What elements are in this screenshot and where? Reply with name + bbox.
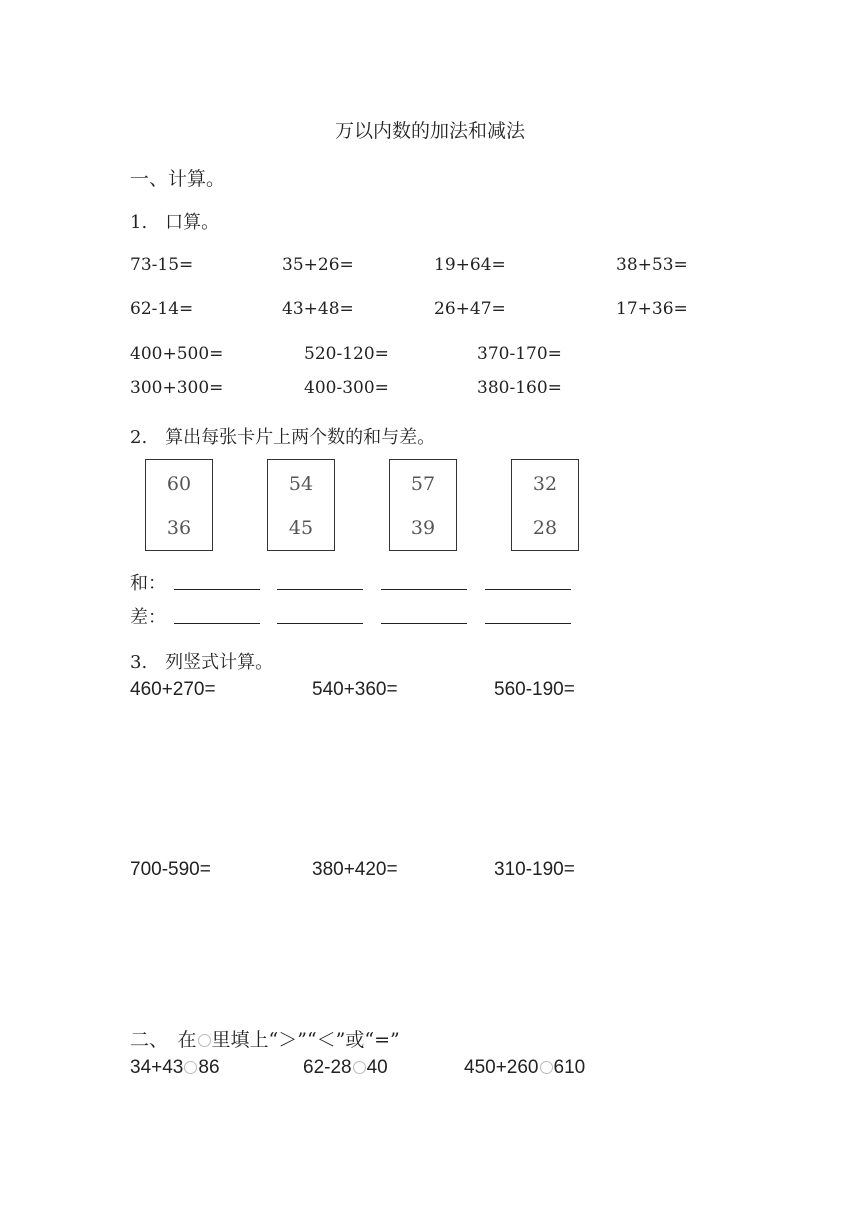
- circle-icon: [198, 1034, 211, 1047]
- compare-left: 34+43: [130, 1057, 184, 1078]
- compare-item: [464, 1057, 585, 1079]
- compare-item: [303, 1057, 388, 1079]
- vertical-calc-item: 310-190=: [494, 859, 575, 880]
- difference-label: 差：: [130, 607, 166, 628]
- vertical-calc-item: 700-590=: [130, 859, 211, 880]
- oral-calc-item: 17+36=: [616, 299, 688, 319]
- compare-item: [130, 1057, 220, 1079]
- question-3-label: 3. 列竖式计算。: [130, 652, 274, 673]
- number-card: [511, 459, 579, 551]
- section-1-heading: 一、计算。: [130, 168, 226, 190]
- oral-calc-item: 400-300=: [304, 378, 389, 398]
- number-card: [389, 459, 457, 551]
- card-top-number: 57: [410, 473, 436, 495]
- vertical-calc-item: 540+360=: [312, 679, 398, 700]
- compare-right: 86: [198, 1057, 220, 1078]
- difference-answer-blank[interactable]: [381, 623, 467, 624]
- card-top-number: 32: [532, 473, 558, 495]
- sum-answer-blank[interactable]: [381, 589, 467, 590]
- sum-answer-blank[interactable]: [485, 589, 571, 590]
- compare-circle-blank[interactable]: [184, 1061, 197, 1074]
- compare-right: 40: [366, 1057, 388, 1078]
- sum-answer-blank[interactable]: [277, 589, 363, 590]
- compare-left: 450+260: [464, 1057, 539, 1078]
- section-2-heading-suffix: 里填上“＞”“＜”或“=”: [211, 1029, 400, 1051]
- oral-calc-item: 19+64=: [434, 255, 506, 275]
- card-top-number: 60: [166, 473, 192, 495]
- question-2-label: 2. 算出每张卡片上两个数的和与差。: [130, 427, 436, 448]
- compare-circle-blank[interactable]: [353, 1061, 366, 1074]
- compare-left: 62-28: [303, 1057, 352, 1078]
- compare-circle-blank[interactable]: [540, 1061, 553, 1074]
- oral-calc-item: 370-170=: [477, 344, 562, 364]
- card-bottom-number: 28: [532, 517, 558, 539]
- oral-calc-item: 35+26=: [282, 255, 354, 275]
- vertical-calc-item: 380+420=: [312, 859, 398, 880]
- section-2-heading-prefix: 二、 在: [130, 1029, 197, 1051]
- oral-calc-item: 520-120=: [304, 344, 389, 364]
- oral-calc-item: 26+47=: [434, 299, 506, 319]
- difference-answer-blank[interactable]: [277, 623, 363, 624]
- section-2-heading: [130, 1025, 400, 1052]
- card-bottom-number: 45: [288, 517, 314, 539]
- compare-right: 610: [553, 1057, 586, 1078]
- sum-answer-blank[interactable]: [174, 589, 260, 590]
- vertical-calc-item: 560-190=: [494, 679, 575, 700]
- card-bottom-number: 36: [166, 517, 192, 539]
- card-top-number: 54: [288, 473, 314, 495]
- oral-calc-item: 73-15=: [130, 255, 194, 275]
- oral-calc-item: 43+48=: [282, 299, 354, 319]
- difference-answer-blank[interactable]: [485, 623, 571, 624]
- oral-calc-item: 62-14=: [130, 299, 194, 319]
- oral-calc-item: 300+300=: [130, 378, 224, 398]
- number-card: [145, 459, 213, 551]
- oral-calc-item: 400+500=: [130, 344, 224, 364]
- question-1-label: 1. 口算。: [130, 212, 220, 233]
- oral-calc-item: 38+53=: [616, 255, 688, 275]
- difference-answer-blank[interactable]: [174, 623, 260, 624]
- sum-label: 和：: [130, 573, 166, 594]
- number-card: [267, 459, 335, 551]
- vertical-calc-item: 460+270=: [130, 679, 216, 700]
- card-bottom-number: 39: [410, 517, 436, 539]
- page-title: 万以内数的加法和减法: [334, 120, 525, 142]
- oral-calc-item: 380-160=: [477, 378, 562, 398]
